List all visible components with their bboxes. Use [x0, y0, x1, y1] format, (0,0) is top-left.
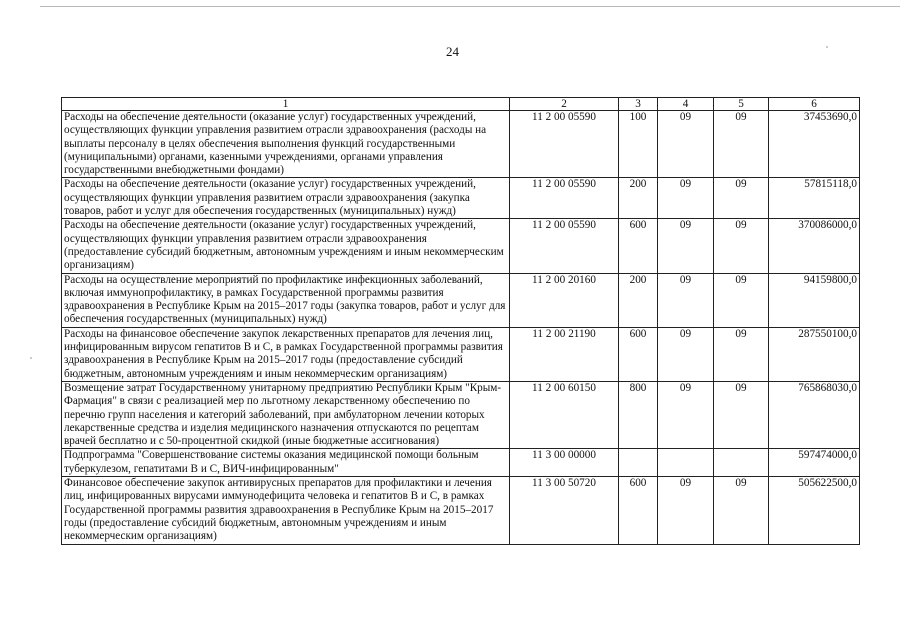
page-number: 24	[446, 44, 459, 59]
row-subsection: 09	[714, 273, 769, 327]
row-amount: 505622500,0	[769, 477, 860, 544]
row-amount: 597474000,0	[769, 449, 860, 477]
row-amount: 94159800,0	[769, 273, 860, 327]
row-amount: 57815118,0	[769, 178, 860, 219]
table-header-row	[62, 98, 860, 111]
header-col-4: 4	[658, 98, 714, 111]
row-section: 09	[658, 219, 714, 273]
row-subsection: 09	[714, 111, 769, 178]
scan-artifact-line	[40, 6, 900, 7]
row-expense-type: 600	[619, 327, 658, 381]
row-target-code: 11 3 00 50720	[510, 477, 619, 544]
row-expense-type: 100	[619, 111, 658, 178]
row-description: Расходы на обеспечение деятельности (оказание услуг) государственных учреждений, осуществляющих функции управления развитием отрасли здравоохранения (закупка товаров, работ и услуг для обеспечения государственных (муниципальных) нужд)	[62, 178, 510, 219]
row-amount: 370086000,0	[769, 219, 860, 273]
row-subsection	[714, 449, 769, 477]
scan-speck	[30, 357, 32, 359]
row-description: Подпрограмма "Совершенствование системы оказания медицинской помощи больным туберкулезом, гепатитами В и С, ВИЧ-инфицированным"	[62, 449, 510, 477]
header-col-2: 2	[510, 98, 619, 111]
row-expense-type: 600	[619, 477, 658, 544]
row-target-code: 11 2 00 60150	[510, 381, 619, 448]
table-row	[62, 219, 860, 273]
row-amount: 37453690,0	[769, 111, 860, 178]
row-description: Расходы на обеспечение деятельности (оказание услуг) государственных учреждений, осуществляющих функции управления развитием отрасли здравоохранения (расходы на выплаты персоналу в целях обеспечения выполнения функций государственными (муниципальными) органами, казенными учреждениями, органами управления государственными внебюджетными фондами)	[62, 111, 510, 178]
row-description: Возмещение затрат Государственному унитарному предприятию Республики Крым "Крым-Фармация" в связи с реализацией мер по льготному лекарственному обеспечению по перечню групп населения и категорий заболеваний, при амбулаторном лечении которых лекарственные средства и изделия медицинского назначения отпускаются по рецептам врачей бесплатно и с 50-процентной скидкой (иные бюджетные ассигнования)	[62, 381, 510, 448]
row-subsection: 09	[714, 219, 769, 273]
table-row	[62, 477, 860, 544]
table-row	[62, 111, 860, 178]
row-subsection: 09	[714, 477, 769, 544]
header-col-3: 3	[619, 98, 658, 111]
budget-table	[61, 97, 860, 545]
row-target-code: 11 2 00 05590	[510, 219, 619, 273]
scan-speck	[826, 46, 828, 48]
table-row	[62, 273, 860, 327]
row-expense-type: 800	[619, 381, 658, 448]
row-description: Расходы на обеспечение деятельности (оказание услуг) государственных учреждений, осуществляющих функции управления развитием отрасли здравоохранения (предоставление субсидий бюджетным, автономным учреждениям и иным некоммерческим организациям)	[62, 219, 510, 273]
row-target-code: 11 2 00 05590	[510, 178, 619, 219]
row-target-code: 11 2 00 20160	[510, 273, 619, 327]
row-expense-type: 600	[619, 219, 658, 273]
row-amount: 287550100,0	[769, 327, 860, 381]
row-section: 09	[658, 477, 714, 544]
row-expense-type: 200	[619, 178, 658, 219]
row-subsection: 09	[714, 327, 769, 381]
row-target-code: 11 2 00 05590	[510, 111, 619, 178]
row-expense-type: 200	[619, 273, 658, 327]
table-row	[62, 381, 860, 448]
row-target-code: 11 2 00 21190	[510, 327, 619, 381]
row-section	[658, 449, 714, 477]
row-description: Расходы на осуществление мероприятий по профилактике инфекционных заболеваний, включая иммунопрофилактику, в рамках Государственной программы развития здравоохранения в Республике Крым на 2015–2017 годы (закупка товаров, работ и услуг для обеспечения государственных (муниципальных) нужд)	[62, 273, 510, 327]
row-subsection: 09	[714, 178, 769, 219]
table-row	[62, 327, 860, 381]
row-expense-type	[619, 449, 658, 477]
row-amount: 765868030,0	[769, 381, 860, 448]
row-description: Расходы на финансовое обеспечение закупок лекарственных препаратов для лечения лиц, инфицированным вирусом гепатитов В и С, в рамках Государственной программы развития здравоохранения в Республике Крым на 2015–2017 годы (предоставление субсидий бюджетным, автономным учреждениям и иным некоммерческим организациям)	[62, 327, 510, 381]
row-section: 09	[658, 381, 714, 448]
row-section: 09	[658, 273, 714, 327]
header-col-5: 5	[714, 98, 769, 111]
header-col-1: 1	[62, 98, 510, 111]
table-row-subprogram	[62, 449, 860, 477]
row-section: 09	[658, 111, 714, 178]
row-section: 09	[658, 178, 714, 219]
row-description: Финансовое обеспечение закупок антивирусных препаратов для профилактики и лечения лиц, инфицированных вирусами иммунодефицита человека и гепатитов В и С, в рамках Государственной программы развития здравоохранения в Республике Крым на 2015–2017 годы (предоставление субсидий бюджетным, автономным учреждениям и иным некоммерческим организациям)	[62, 477, 510, 544]
row-subsection: 09	[714, 381, 769, 448]
row-target-code: 11 3 00 00000	[510, 449, 619, 477]
table-row	[62, 178, 860, 219]
header-col-6: 6	[769, 98, 860, 111]
row-section: 09	[658, 327, 714, 381]
